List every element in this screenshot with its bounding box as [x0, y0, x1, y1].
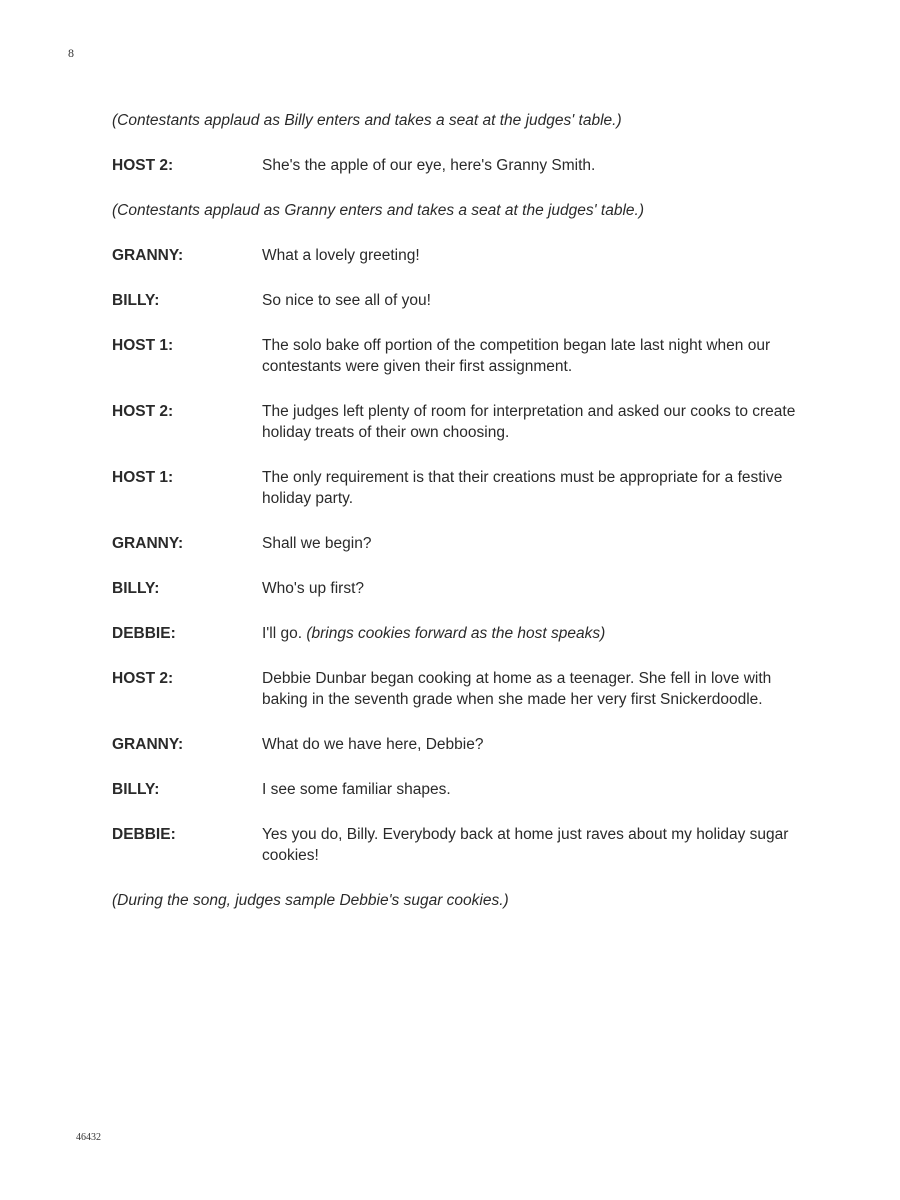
script-body — [112, 110, 812, 935]
dialogue-text: She's the apple of our eye, here's Granny Smith. — [262, 157, 596, 174]
dialogue-line — [112, 245, 812, 266]
dialogue-line — [112, 401, 812, 443]
dialogue-text: I see some familiar shapes. — [262, 781, 451, 798]
dialogue-text — [262, 623, 812, 644]
dialogue-text: What a lovely greeting! — [262, 247, 420, 264]
speaker-name: HOST 1: — [112, 337, 174, 354]
dialogue-text: What do we have here, Debbie? — [262, 736, 484, 753]
speaker-name: HOST 2: — [112, 670, 174, 687]
dialogue-text: The judges left plenty of room for interpretation and asked our cooks to create holiday treats of their own choosing. — [262, 403, 796, 441]
speaker-name: HOST 1: — [112, 469, 174, 486]
stage-direction: (Contestants applaud as Granny enters and takes a seat at the judges' table.) — [112, 202, 645, 219]
speaker-name: DEBBIE: — [112, 826, 176, 843]
dialogue-line — [112, 290, 812, 311]
inline-stage-direction: (brings cookies forward as the host speaks) — [306, 625, 606, 642]
dialogue-line — [112, 824, 812, 866]
dialogue-line — [112, 467, 812, 509]
dialogue-line — [112, 155, 812, 176]
speaker-name: GRANNY: — [112, 736, 184, 753]
speaker-name: DEBBIE: — [112, 625, 176, 642]
speaker-name: HOST 2: — [112, 157, 174, 174]
dialogue-line — [112, 335, 812, 377]
dialogue-line — [112, 578, 812, 599]
stage-direction: (Contestants applaud as Billy enters and takes a seat at the judges' table.) — [112, 112, 622, 129]
speaker-name: HOST 2: — [112, 403, 174, 420]
speaker-name: GRANNY: — [112, 247, 184, 264]
catalog-number: 46432 — [76, 1132, 101, 1143]
stage-direction: (During the song, judges sample Debbie's sugar cookies.) — [112, 892, 509, 909]
dialogue-line — [112, 668, 812, 710]
dialogue-text: Who's up first? — [262, 580, 365, 597]
speaker-name: BILLY: — [112, 580, 160, 597]
dialogue-text: So nice to see all of you! — [262, 292, 431, 309]
speaker-name: BILLY: — [112, 781, 160, 798]
dialogue-line — [112, 623, 812, 644]
dialogue-text: The only requirement is that their creations must be appropriate for a festive holiday party. — [262, 469, 783, 507]
page-number: 8 — [68, 46, 74, 60]
dialogue-text: Yes you do, Billy. Everybody back at home just raves about my holiday sugar cookies! — [262, 826, 789, 864]
dialogue-text: The solo bake off portion of the competition began late last night when our contestants were given their first assignment. — [262, 337, 771, 375]
dialogue-line — [112, 533, 812, 554]
speaker-name: GRANNY: — [112, 535, 184, 552]
dialogue-line — [112, 734, 812, 755]
dialogue-text: Debbie Dunbar began cooking at home as a teenager. She fell in love with baking in the seventh grade when she made her very first Snickerdoodle. — [262, 670, 772, 708]
dialogue-spoken-text: I'll go. — [262, 625, 303, 642]
dialogue-text: Shall we begin? — [262, 535, 372, 552]
speaker-name: BILLY: — [112, 292, 160, 309]
dialogue-line — [112, 779, 812, 800]
